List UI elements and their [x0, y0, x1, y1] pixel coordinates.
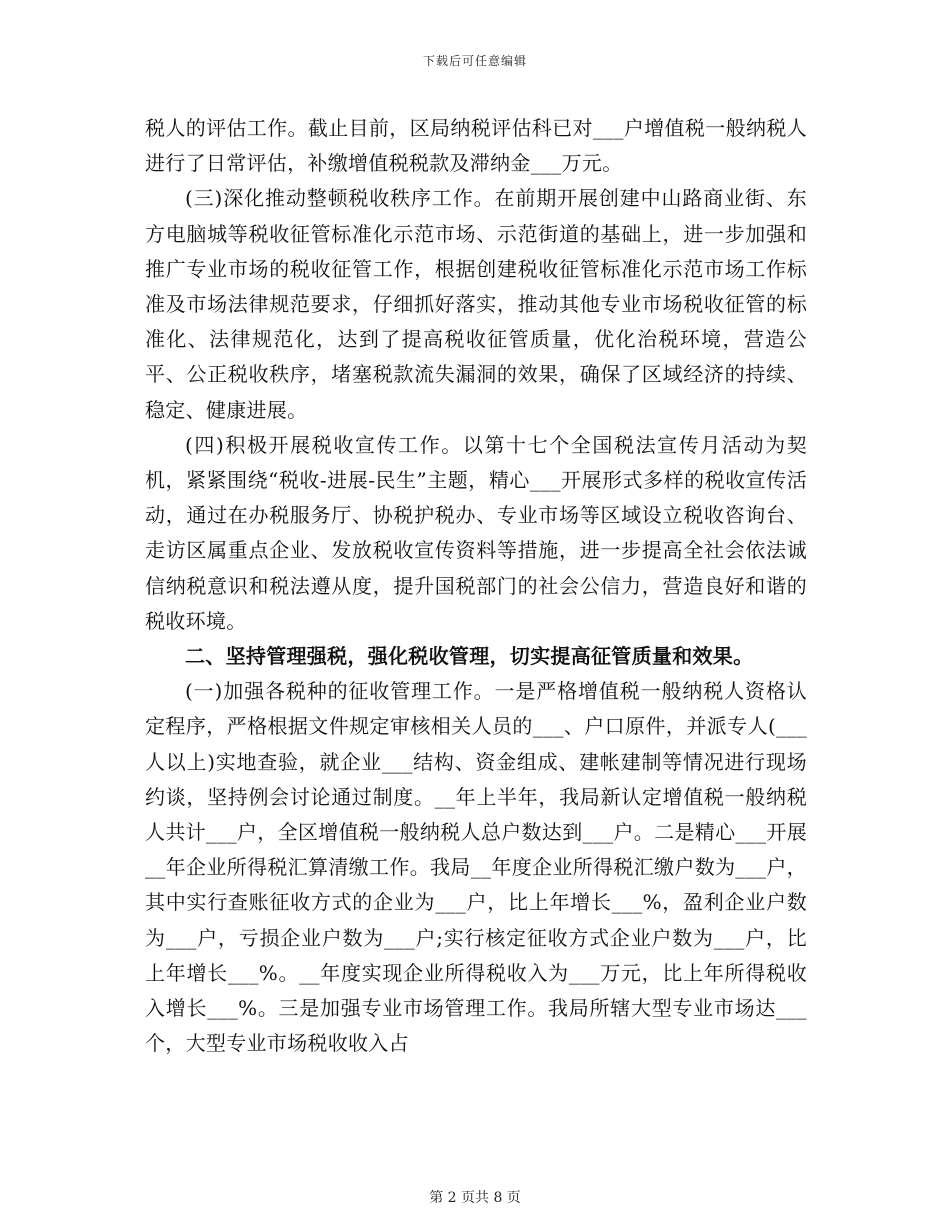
page-footer: 第 2 页共 8 页 [429, 1190, 521, 1206]
paragraph-continuation: 税人的评估工作。截止目前，区局纳税评估科已对___户增值税一般纳税人进行了日常评估，补缴增值税税款及滞纳金___万元。 [145, 116, 807, 176]
paragraph-subsection-1: (一)加强各税种的征收管理工作。一是严格增值税一般纳税人资格认定程序，严格根据文件规定审核相关人员的___、户口原件，并派专人(___人以上)实地查验，就企业___结构、资金组成、建帐建制等情况进行现场约谈，坚持例会讨论通过制度。__年上半年，我局新认定增值税一般纳税人共计___户，全区增值税一般纳税人总户数达到___户。二是精心___开展__年企业所得税汇算清缴工作。我局__年度企业所得税汇缴户数为___户，其中实行查账征收方式的企业为___户，比上年增长___%，盈利企业户数为___户，亏损企业户数为___户;实行核定征收方式企业户数为___户，比上年增长___%。__年度实现企业所得税收入为___万元，比上年所得税收入增长___%。三是加强专业市场管理工作。我局所辖大型专业市场达___个，大型专业市场税收收入占 [145, 679, 807, 1056]
paragraph-section-3: (三)深化推动整顿税收秩序工作。在前期开展创建中山路商业街、东方电脑城等税收征管标准化示范市场、示范街道的基础上，进一步加强和推广专业市场的税收征管工作，根据创建税收征管标准化示范市场工作标准及市场法律规范要求，仔细抓好落实，推动其他专业市场税收征管的标准化、法律规范化，达到了提高税收征管质量，优化治税环境，营造公平、公正税收秩序，堵塞税款流失漏洞的效果，确保了区域经济的持续、稳定、健康进展。 [145, 186, 807, 422]
page-header: 下载后可任意编辑 [422, 54, 527, 68]
paragraph-section-4: (四)积极开展税收宣传工作。以第十七个全国税法宣传月活动为契机，紧紧围绕“税收-进展-民生”主题，精心___开展形式多样的税收宣传活动，通过在办税服务厅、协税护税办、专业市场等区域设立税收咨询台、走访区属重点企业、发放税收宣传资料等措施，进一步提高全社会依法诚信纳税意识和税法遵从度，提升国税部门的社会公信力，营造良好和谐的税收环境。 [145, 432, 807, 633]
section-heading-2: 二、坚持管理强税，强化税收管理，切实提高征管质量和效果。 [185, 644, 754, 669]
document-body [145, 111, 807, 1061]
